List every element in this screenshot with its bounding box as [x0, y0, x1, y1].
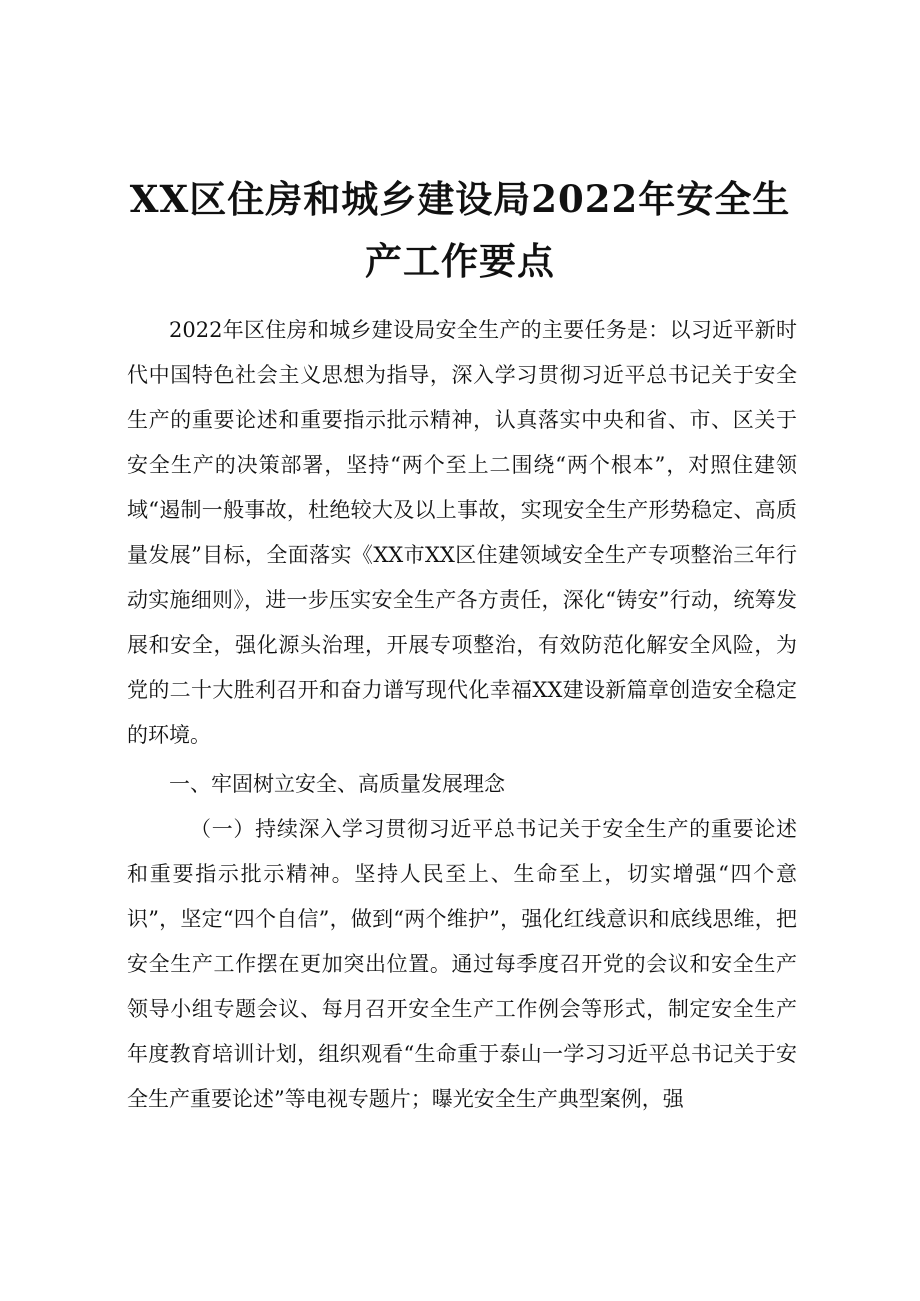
section-heading-1: 一、牢固树立安全、高质量发展理念 — [169, 772, 505, 796]
document-body — [127, 308, 797, 1122]
title-line-1: XX区住房和城乡建设局2022年安全生 — [129, 177, 791, 221]
document-title — [120, 168, 800, 292]
title-line-2: 产工作要点 — [365, 239, 555, 283]
intro-paragraph: 2022年区住房和城乡建设局安全生产的主要任务是：以习近平新时代中国特色社会主义思想为指导，深入学习贯彻习近平总书记关于安全生产的重要论述和重要指示批示精神，认真落实中央和省、市、区关于安全生产的决策部署，坚持“两个至上二围绕“两个根本”，对照住建领域“遏制一般事故，杜绝较大及以上事故，实现安全生产形势稳定、高质量发展”目标，全面落实《XX市XX区住建领域安全生产专项整治三年行动实施细则》，进一步压实安全生产各方责任，深化“铸安”行动，统筹发展和安全，强化源头治理，开展专项整治，有效防范化解安全风险，为党的二十大胜利召开和奋力谱写现代化幸福XX建设新篇章创造安全稳定的环境。 — [127, 318, 797, 747]
section-1-item-1: （一）持续深入学习贯彻习近平总书记关于安全生产的重要论述和重要指示批示精神。坚持人民至上、生命至上，切实增强“四个意识”，坚定“四个自信”，做到“两个维护”，强化红线意识和底线思维，把安全生产工作摆在更加突出位置。通过每季度召开党的会议和安全生产领导小组专题会议、每月召开安全生产工作例会等形式，制定安全生产年度教育培训计划，组织观看“生命重于泰山一学习习近平总书记关于安全生产重要论述”等电视专题片；曝光安全生产典型案例，强 — [127, 817, 797, 1111]
